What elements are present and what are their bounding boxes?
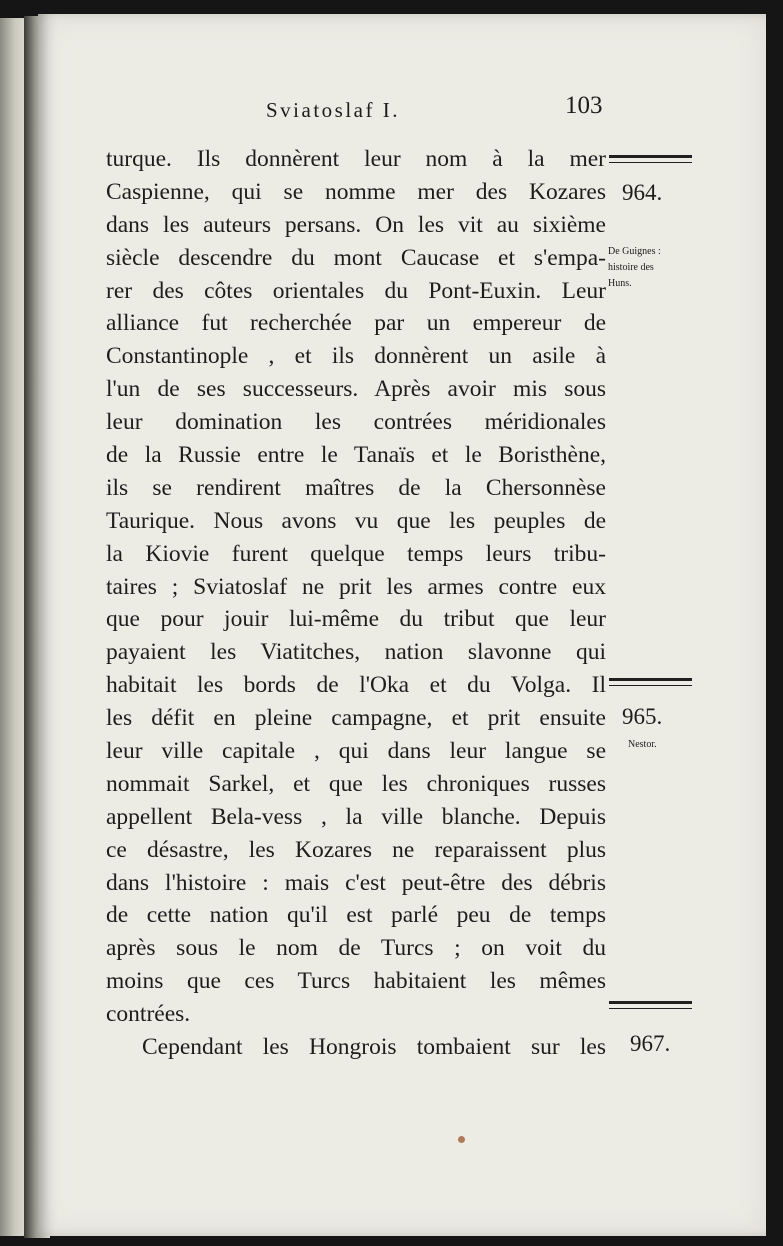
text-line: alliance fut recherchée par un empereur de [106, 310, 606, 337]
page-number: 103 [565, 92, 603, 119]
text-line: rer des côtes orientales du Pont-Euxin. Leur [106, 277, 606, 304]
margin-note-de-guignes [608, 244, 700, 292]
text-line: l'un de ses successeurs. Après avoir mis sous [106, 376, 606, 403]
body-text [106, 143, 606, 1064]
text-line: payaient les Viatitches, nation slavonne qui [106, 639, 606, 666]
margin-rule [609, 155, 692, 163]
text-line: après sous le nom de Turcs ; on voit du [106, 935, 606, 962]
text-line: contrées. [106, 1001, 191, 1028]
margin-rule [609, 1001, 692, 1009]
margin-year-965: 965. [622, 704, 663, 729]
text-line: ils se rendirent maîtres de la Chersonnèse [106, 474, 606, 501]
text-line: Constantinople , et ils donnèrent un asile à [106, 343, 606, 370]
text-line: leur domination les contrées méridionales [106, 409, 606, 436]
left-page-edge [0, 18, 26, 1236]
text-line: leur ville capitale , qui dans leur langue se [106, 738, 606, 765]
text-line: nommait Sarkel, et que les chroniques russes [106, 770, 606, 797]
text-line: Taurique. Nous avons vu que les peuples de [106, 507, 606, 534]
text-line: ce désastre, les Kozares ne reparaissent plus [106, 836, 606, 863]
text-line: Cependant les Hongrois tombaient sur les [142, 1034, 606, 1061]
running-head: Sviatoslaf I. [266, 98, 400, 122]
foxing-spot [458, 1136, 465, 1143]
text-line: de cette nation qu'il est parlé peu de temps [106, 902, 606, 929]
text-line: dans les auteurs persans. On les vit au sixième [106, 211, 606, 238]
text-line: que pour jouir lui-même du tribut que leur [106, 606, 606, 633]
margin-year-967: 967. [630, 1031, 671, 1056]
margin-note-line: De Guignes : [608, 246, 661, 257]
text-line: moins que ces Turcs habitaient les mêmes [106, 968, 606, 995]
text-line: dans l'histoire : mais c'est peut-être des débris [106, 869, 606, 896]
text-line: les défit en pleine campagne, et prit ensuite [106, 705, 606, 732]
text-line: Caspienne, qui se nomme mer des Kozares [106, 178, 606, 205]
text-line: habitait les bords de l'Oka et du Volga. Il [106, 672, 606, 699]
margin-note-nestor: Nestor. [628, 739, 657, 750]
margin-year-964: 964. [622, 180, 663, 205]
margin-note-line: Huns. [608, 278, 632, 289]
text-line: turque. Ils donnèrent leur nom à la mer [106, 146, 606, 172]
text-line: taires ; Sviatoslaf ne prit les armes contre eux [106, 573, 606, 600]
margin-rule [609, 678, 692, 686]
text-line: la Kiovie furent quelque temps leurs tribu- [106, 540, 606, 567]
margin-note-line: histoire des [608, 262, 654, 273]
text-line: de la Russie entre le Tanaïs et le Boristhène, [106, 442, 606, 469]
text-line: appellent Bela-vess , la ville blanche. Depuis [106, 803, 606, 830]
text-line: siècle descendre du mont Caucase et s'empa- [106, 244, 606, 271]
